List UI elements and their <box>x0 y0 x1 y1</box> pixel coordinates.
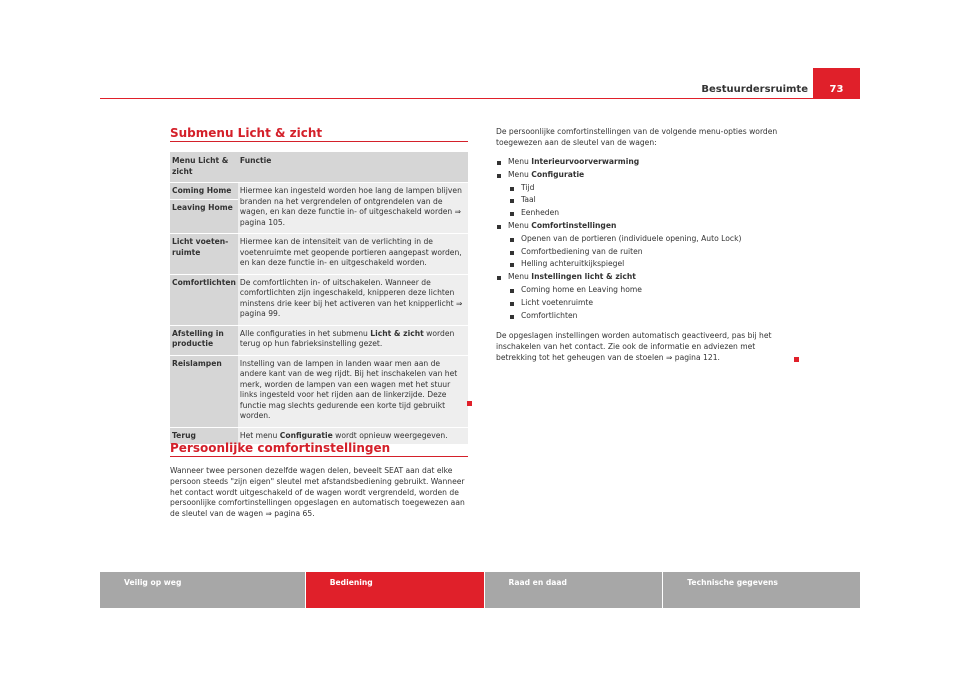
value-text: worden terug op hun fabrieksinstelling gezet. <box>239 328 455 348</box>
value-text: Het menu <box>239 430 280 440</box>
table-row-value <box>238 325 468 355</box>
list-item-label: Helling achteruitkijkspiegel <box>521 259 625 269</box>
menu-word: Menu <box>508 272 529 282</box>
list-item-label: Licht voetenruimte <box>521 297 594 307</box>
table-row <box>170 325 468 355</box>
list-item <box>496 221 816 234</box>
table-row-key: Afstelling in productie <box>170 325 238 355</box>
table-row-key: Terug <box>170 427 238 445</box>
list-item <box>496 183 816 196</box>
table-row-key: Comfortlichten <box>170 274 238 325</box>
table-row <box>170 183 468 200</box>
list-item <box>496 285 816 298</box>
list-item <box>496 170 816 183</box>
value-bold: Configuratie <box>279 430 333 440</box>
value-text: wordt opnieuw weergegeven. <box>332 430 448 440</box>
list-item <box>496 259 816 272</box>
list-item-label: Eenheden <box>521 208 560 218</box>
list-item <box>496 247 816 260</box>
running-header-title: Bestuurdersruimte <box>701 84 808 95</box>
list-item-label: Comfortbediening van de ruiten <box>521 246 643 256</box>
footer-tab-bediening[interactable]: Bediening <box>306 572 484 608</box>
section-end-marker <box>794 357 799 362</box>
table-header-row <box>170 152 468 183</box>
table-row-value: De comfortlichten in- of uitschakelen. Wanneer de comfortlichten zijn ingeschakeld, knipperen deze lichten minstens drie keer bij het activeren van het knipperlicht ⇒ pagina 99. <box>238 274 468 325</box>
menu-options-list <box>496 157 816 323</box>
list-item-label: Tijd <box>521 182 535 192</box>
list-item <box>496 234 816 247</box>
right-closing-paragraph: De opgeslagen instellingen worden automatisch geactiveerd, pas bij het inschakelen van het contact. Zie ook de informatie en adviezen met betrekking tot het geheugen van de stoelen ⇒ pagina 121. <box>496 331 772 362</box>
footer-tab-veilig-op-weg[interactable]: Veilig op weg <box>100 572 305 608</box>
list-item <box>496 157 816 170</box>
list-item-label: Configuratie <box>531 169 585 179</box>
value-text: Alle configuraties in het submenu <box>239 328 371 338</box>
list-item <box>496 298 816 311</box>
list-item-label: Interieurvoorverwarming <box>531 157 640 166</box>
list-item <box>496 195 816 208</box>
page-number-box: 73 <box>813 68 860 99</box>
list-item <box>496 208 816 221</box>
section-title-licht-zicht: Submenu Licht & zicht <box>170 126 323 140</box>
table-row-value: Instelling van de lampen in landen waar men aan de andere kant van de weg rijdt. Bij het inschakelen van het merk, worden de lampen van een wagen met het stuur links ingesteld voor het rijden aan de linkerzijde. Deze functie mag slechts gedurende een korte tijd gebruikt worden. <box>238 355 468 427</box>
list-item <box>496 311 816 324</box>
menu-word: Menu <box>508 157 529 166</box>
list-item-label: Instellingen licht & zicht <box>531 272 636 282</box>
section-underline-2 <box>170 456 468 457</box>
value-bold: Licht & zicht <box>370 328 424 338</box>
section-underline-1 <box>170 141 468 142</box>
table-row <box>170 355 468 427</box>
list-item-label: Comfortinstellingen <box>531 220 617 230</box>
header-rule <box>100 98 860 99</box>
table-row-key: Coming Home <box>170 183 238 200</box>
list-item-label: Taal <box>521 195 536 205</box>
footer-nav <box>100 572 860 608</box>
table-row <box>170 274 468 325</box>
comfort-paragraph: Wanneer twee personen dezelfde wagen delen, beveelt SEAT aan dat elke persoon steeds "zijn eigen" sleutel met afstandsbediening gebruikt. Wanneer het contact wordt uitgeschakeld of de wagen wordt vergrendeld, worden de persoonlijke comfortinstellingen opgeslagen en automatisch toegewezen aan de sleutel van de wagen ⇒ pagina 65. <box>170 466 465 519</box>
table-row <box>170 234 468 275</box>
menu-word: Menu <box>508 220 529 230</box>
table-row-value: Hiermee kan ingesteld worden hoe lang de lampen blijven branden na het vergrendelen of ontgrendelen van de wagen, en kan deze functie in- of uitgeschakeld worden ⇒ pagina 105. <box>238 183 468 234</box>
menu-word: Menu <box>508 169 529 179</box>
list-item-label: Comfortlichten <box>521 310 578 320</box>
table-row-value: Hiermee kan de intensiteit van de verlichting in de voetenruimte met geopende portieren aangepast worden, en kan deze functie in- en uitgeschakeld worden. <box>238 234 468 275</box>
section-end-marker <box>467 401 472 406</box>
table-header-menu: Menu Licht & zicht <box>170 152 238 183</box>
footer-tab-technische-gegevens[interactable]: Technische gegevens <box>663 572 860 608</box>
licht-zicht-table <box>170 152 468 445</box>
list-item-label: Openen van de portieren (individuele opening, Auto Lock) <box>521 233 742 243</box>
table-row-key: Leaving Home <box>170 200 238 234</box>
footer-tab-raad-en-daad[interactable]: Raad en daad <box>485 572 663 608</box>
section-title-comfortinstellingen: Persoonlijke comfortinstellingen <box>170 441 391 455</box>
table-row-key: Reislampen <box>170 355 238 427</box>
right-intro-paragraph: De persoonlijke comfortinstellingen van de volgende menu-opties worden toegewezen aan de sleutel van de wagen: <box>496 127 778 147</box>
list-item-label: Coming home en Leaving home <box>521 284 642 294</box>
table-header-functie: Functie <box>238 152 468 183</box>
list-item <box>496 272 816 285</box>
table-row-key: Licht voeten-ruimte <box>170 234 238 275</box>
